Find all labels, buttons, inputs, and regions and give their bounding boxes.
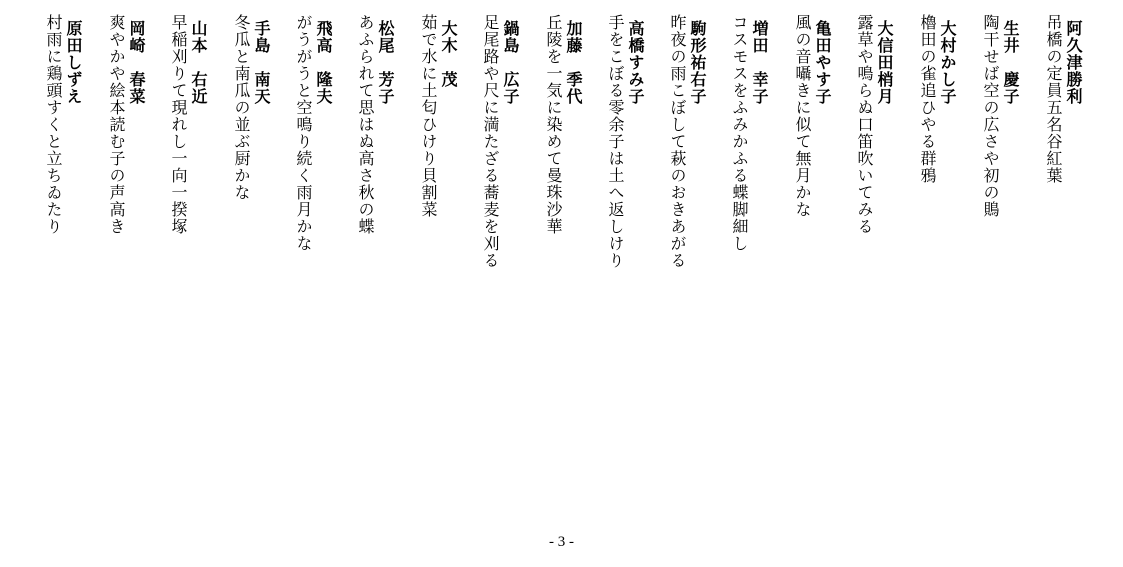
author-name: 大木 茂 [439, 20, 458, 88]
haiku-text: 昨夜の雨こぼして萩のおきあがる [668, 14, 687, 269]
haiku-text: 吊橋の定員五名谷紅葉 [1044, 14, 1063, 184]
author-name: 松尾 芳子 [376, 20, 395, 105]
haiku-text: 早稲刈りて現れし一向一揆塚 [169, 14, 188, 235]
haiku-text: 手をこぼる零余子は土へ返しけり [606, 14, 625, 269]
author-name: 原田しずえ [64, 20, 83, 105]
author-name: 鍋島 広子 [501, 20, 520, 105]
haiku-text: あふられて思はぬ高さ秋の蝶 [356, 14, 375, 235]
haiku-text: 茹で水に土匂ひけり貝割菜 [419, 14, 438, 218]
author-name: 手島 南天 [252, 20, 271, 105]
haiku-text: 爽やかや絵本読む子の声高き [107, 14, 126, 235]
haiku-text: 風の音囁きに似て無月かな [793, 14, 812, 218]
author-name: 岡崎 春菜 [127, 20, 146, 105]
haiku-text: 村雨に鶏頭すくと立ちゐたり [44, 14, 63, 235]
author-name: 山本 右近 [189, 20, 208, 105]
author-name: 増田 幸子 [750, 20, 769, 105]
haiku-text: 足尾路や尺に満たざる蕎麦を刈る [481, 14, 500, 269]
author-name: 阿久津勝利 [1064, 20, 1083, 105]
haiku-text: 冬瓜と南瓜の並ぶ厨かな [232, 14, 251, 201]
author-name: 駒形祐右子 [688, 20, 707, 105]
haiku-text: 櫓田の雀追ひやる群鴉 [918, 14, 937, 184]
haiku-text: コスモスをふみかふる蝶脚細し [730, 14, 749, 252]
author-name: 大村かし子 [938, 20, 957, 105]
page-number: - 3 - [549, 534, 574, 550]
author-name: 亀田やす子 [813, 20, 832, 105]
haiku-text: がうがうと空鳴り続く雨月かな [294, 14, 313, 252]
author-name: 高橋すみ子 [626, 20, 645, 105]
author-name: 加藤 季代 [564, 20, 583, 105]
haiku-text: 陶干せば空の広さや初の鵙 [981, 14, 1000, 218]
author-name: 大信田梢月 [875, 20, 894, 105]
haiku-text: 露草や鳴らぬ口笛吹いてみる [855, 14, 874, 235]
author-name: 生井 慶子 [1001, 20, 1020, 105]
haiku-text: 丘陵を一気に染めて曼珠沙華 [544, 14, 563, 235]
author-name: 飛高 隆夫 [314, 20, 333, 105]
